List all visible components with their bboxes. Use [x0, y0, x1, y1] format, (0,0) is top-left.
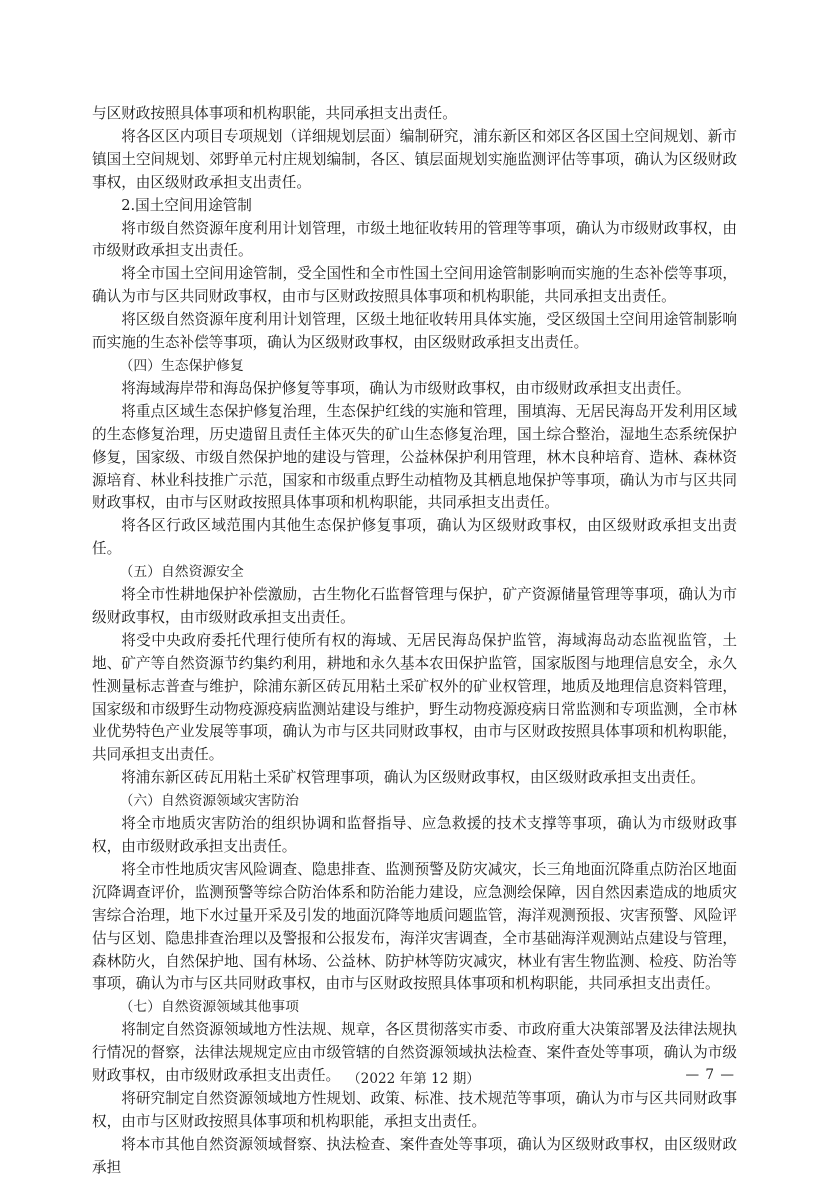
paragraph: 将受中央政府委托代理行使所有权的海域、无居民海岛保护监管，海域海岛动态监视监管，土地、矿产等自然资源节约集约利用，耕地和永久基本农田保护监管，国家版图与地理信息安全，永久性测量标志普查与维护，除浦东新区砖瓦用粘土采矿权外的矿业权管理，地质及地理信息资料管理，国家级和市级野生动物疫源疫病监测站建设与维护，野生动物疫源疫病日常监测和专项监测，全市林业优势特色产业发展等事项，确认为市与区共同财政事权，由市与区财政按照具体事项和机构职能，共同承担支出责任。 [92, 631, 737, 764]
section-heading: （六）自然资源领域灾害防治 [119, 793, 299, 810]
paragraph: 将重点区域生态保护修复治理，生态保护红线的实施和管理，围填海、无居民海岛开发利用区域的生态修复治理，历史遗留且责任主体灭失的矿山生态修复治理，国土综合整治，湿地生态系统保护修复，国家级、市级自然保护地的建设与管理，公益林保护利用管理，林木良种培育、造林、森林资源培育、林业科技推广示范，国家和市级重点野生动植物及其栖息地保护等事项，确认为市与区共同财政事权，由市与区财政按照具体事项和机构职能，共同承担支出责任。 [92, 402, 737, 512]
paragraph: 将制定自然资源领域地方性法规、规章，各区贯彻落实市委、市政府重大决策部署及法律法规执行情况的督察，法律法规规定应由市级管辖的自然资源领域执法检查、案件查处等事项，确认为市级财政事权，由市级财政承担支出责任。 [92, 1021, 737, 1085]
section-heading: （七）自然资源领域其他事项 [119, 999, 299, 1016]
paragraph: 将市级自然资源年度利用计划管理，市级土地征收转用的管理等事项，确认为市级财政事权，由市级财政承担支出责任。 [92, 219, 737, 260]
paragraph: 将浦东新区砖瓦用粘土采矿权管理事项，确认为区级财政事权，由区级财政承担支出责任。 [121, 769, 705, 787]
body-text [92, 103, 737, 1180]
paragraph: 将研究制定自然资源领域地方性规划、政策、标准、技术规范等事项，确认为市与区共同财政事权，由市与区财政按照具体事项和机构职能，承担支出责任。 [92, 1089, 737, 1130]
paragraph: 将本市其他自然资源领域督察、执法检查、案件查处等事项，确认为区级财政事权，由区级财政承担 [92, 1135, 737, 1176]
paragraph: 将全市性地质灾害风险调查、隐患排查、监测预警及防灾减灾，长三角地面沉降重点防治区地面沉降调查评价，监测预警等综合防治体系和防治能力建设，应急测绘保障，因自然因素造成的地质灾害综合治理，地下水过量开采及引发的地面沉降等地质问题监管，海洋观测预报、灾害预警、风险评估与区划、隐患排查治理以及警报和公报发布，海洋灾害调查，全市基础海洋观测站点建设与管理，森林防火，自然保护地、国有林场、公益林、防护林等防灾减灾，林业有害生物监测、检疫、防治等事项，确认为市与区共同财政事权，由市与区财政按照具体事项和机构职能，共同承担支出责任。 [92, 860, 737, 993]
section-heading: （四）生态保护修复 [119, 357, 244, 374]
issue-label: （2022 年第 12 期） [347, 1071, 480, 1087]
section-heading: （五）自然资源安全 [119, 564, 244, 581]
page-footer [0, 1067, 827, 1091]
paragraph: 将区级自然资源年度利用计划管理，区级土地征收转用具体实施，受区级国土空间用途管制影响而实施的生态补偿等事项，确认为区级财政事权，由区级财政承担支出责任。 [92, 311, 737, 352]
paragraph: 将全市国土空间用途管制，受全国性和全市性国土空间用途管制影响而实施的生态补偿等事项，确认为市与区共同财政事权，由市与区财政按照具体事项和机构职能，共同承担支出责任。 [92, 265, 737, 306]
subsection-heading: 2.国土空间用途管制 [121, 196, 252, 214]
paragraph: 将各区行政区域范围内其他生态保护修复事项，确认为区级财政事权，由区级财政承担支出责任。 [92, 517, 737, 558]
page-number: — 7 — [685, 1067, 735, 1083]
paragraph: 将海域海岸带和海岛保护修复等事项，确认为市级财政事权，由市级财政承担支出责任。 [121, 379, 691, 397]
paragraph: 将全市性耕地保护补偿激励，古生物化石监督管理与保护，矿产资源储量管理等事项，确认为市级财政事权，由市级财政承担支出责任。 [92, 586, 737, 626]
paragraph: 将各区区内项目专项规划（详细规划层面）编制研究，浦东新区和郊区各区国土空间规划、新市镇国土空间规划、郊野单元村庄规划编制，各区、镇层面规划实施监测评估等事项，确认为区级财政事权，由区级财政承担支出责任。 [92, 127, 737, 191]
paragraph: 与区财政按照具体事项和机构职能，共同承担支出责任。 [92, 105, 457, 122]
paragraph: 将全市地质灾害防治的组织协调和监督指导、应急救援的技术支撑等事项，确认为市级财政事权，由市级财政承担支出责任。 [92, 815, 737, 855]
